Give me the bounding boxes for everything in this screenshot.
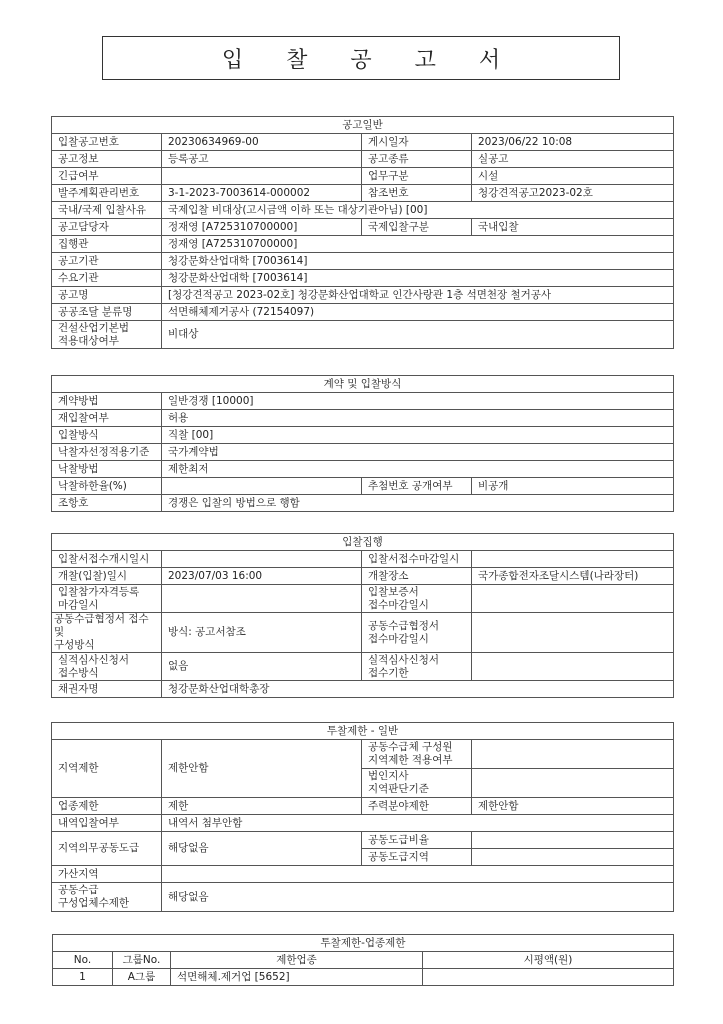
- regional-joint-value: 해당없음: [162, 832, 362, 866]
- joint-deadline-label: 공동수급협정서 접수마감일시: [362, 613, 472, 653]
- lower-limit-rate-label: 낙찰하한율(%): [52, 478, 162, 495]
- creditor-value: 청강문화산업대학총장: [162, 681, 674, 698]
- post-date-label: 게시일자: [362, 134, 472, 151]
- bid-way-value: 직찰 [00]: [162, 427, 674, 444]
- receipt-end-value: [472, 551, 674, 568]
- notice-name-value: [청강견적공고 2023-02호] 청강문화산업대학교 인간사랑관 1층 석면천장 철거공사: [162, 287, 674, 304]
- qualification-deadline-value: [162, 585, 362, 613]
- opening-date-label: 개찰(입찰)일시: [52, 568, 162, 585]
- industry-restriction-table: [52, 934, 674, 986]
- bid-number-label: 입찰공고번호: [52, 134, 162, 151]
- performance-deadline-label: 실적심사신청서 접수기한: [362, 653, 472, 681]
- member-limit-label: 공동수급 구성업체수제한: [52, 883, 162, 912]
- plan-number-value: 3-1-2023-7003614-000002: [162, 185, 362, 202]
- section-header: 입찰집행: [52, 534, 674, 551]
- business-type-label: 업무구분: [362, 168, 472, 185]
- contract-method-label: 계약방법: [52, 393, 162, 410]
- joint-area-label: 공동도급지역: [362, 849, 472, 866]
- regional-joint-label: 지역의무공동도급: [52, 832, 162, 866]
- main-field-label: 주력분야제한: [362, 798, 472, 815]
- receipt-start-value: [162, 551, 362, 568]
- agency-value: 청강문화산업대학 [7003614]: [162, 253, 674, 270]
- rebid-label: 재입찰여부: [52, 410, 162, 427]
- receipt-end-label: 입찰서접수마감일시: [362, 551, 472, 568]
- rebid-value: 허용: [162, 410, 674, 427]
- manager-label: 공고담당자: [52, 219, 162, 236]
- creditor-label: 채권자명: [52, 681, 162, 698]
- table-row: [53, 969, 674, 986]
- contract-method-value: 일반경쟁 [10000]: [162, 393, 674, 410]
- col-header-industry: 제한업종: [171, 952, 423, 969]
- guarantee-deadline-value: [472, 585, 674, 613]
- notice-info-value: 등록공고: [162, 151, 362, 168]
- award-criteria-value: 국가계약법: [162, 444, 674, 461]
- bid-reason-label: 국내/국제 입찰사유: [52, 202, 162, 219]
- performance-method-label: 실적심사신청서 접수방식: [52, 653, 162, 681]
- urgent-label: 긴급여부: [52, 168, 162, 185]
- section-header: 계약 및 입찰방식: [52, 376, 674, 393]
- joint-deadline-value: [472, 613, 674, 653]
- row-group: A그룹: [113, 969, 171, 986]
- executor-label: 집행관: [52, 236, 162, 253]
- construction-law-value: 비대상: [162, 321, 674, 349]
- additional-region-label: 가산지역: [52, 866, 162, 883]
- additional-region-value: [162, 866, 674, 883]
- section-header: 투찰제한-업종제한: [53, 935, 674, 952]
- branch-criteria-label: 법인지사 지역판단기준: [362, 769, 472, 798]
- opening-place-label: 개찰장소: [362, 568, 472, 585]
- notice-name-label: 공고명: [52, 287, 162, 304]
- notice-type-value: 실공고: [472, 151, 674, 168]
- lottery-disclosure-label: 추첨번호 공개여부: [362, 478, 472, 495]
- section-header: 투찰제한 - 일반: [52, 723, 674, 740]
- receipt-start-label: 입찰서접수개시일시: [52, 551, 162, 568]
- section-header: 공고일반: [52, 117, 674, 134]
- executor-value: 정재영 [A725310700000]: [162, 236, 674, 253]
- demand-agency-value: 청강문화산업대학 [7003614]: [162, 270, 674, 287]
- qualification-deadline-label: 입찰참가자격등록 마감일시: [52, 585, 162, 613]
- notice-general-table: [51, 116, 674, 349]
- bid-reason-value: 국제입찰 비대상(고시금액 이하 또는 대상기관아님) [00]: [162, 202, 674, 219]
- post-date-value: 2023/06/22 10:08: [472, 134, 674, 151]
- classification-value: 석면해체제거공사 (72154097): [162, 304, 674, 321]
- award-method-label: 낙찰방법: [52, 461, 162, 478]
- intl-bid-value: 국내입찰: [472, 219, 674, 236]
- intl-bid-label: 국제입찰구분: [362, 219, 472, 236]
- opening-date-value: 2023/07/03 16:00: [162, 568, 362, 585]
- agency-label: 공고기관: [52, 253, 162, 270]
- plan-number-label: 발주계획관리번호: [52, 185, 162, 202]
- joint-agreement-label: 공동수급협정서 접수 및 구성방식: [52, 613, 162, 653]
- manager-value: 정재영 [A725310700000]: [162, 219, 362, 236]
- reference-label: 참조번호: [362, 185, 472, 202]
- col-header-no: No.: [53, 952, 113, 969]
- bid-restriction-general-table: [51, 722, 674, 912]
- main-field-value: 제한안함: [472, 798, 674, 815]
- page-title: 입 찰 공 고 서: [102, 36, 620, 80]
- member-limit-value: 해당없음: [162, 883, 674, 912]
- col-header-amount: 시평액(원): [423, 952, 674, 969]
- notice-info-label: 공고정보: [52, 151, 162, 168]
- industry-limit-value: 제한: [162, 798, 362, 815]
- performance-deadline-value: [472, 653, 674, 681]
- lottery-disclosure-value: 비공개: [472, 478, 674, 495]
- joint-ratio-value: [472, 832, 674, 849]
- award-criteria-label: 낙찰자선정적용기준: [52, 444, 162, 461]
- row-industry: 석면해체.제거업 [5652]: [171, 969, 423, 986]
- opening-place-value: 국가종합전자조달시스템(나라장터): [472, 568, 674, 585]
- classification-label: 공공조달 분류명: [52, 304, 162, 321]
- clause-label: 조항호: [52, 495, 162, 512]
- reference-value: 청강견적공고2023-02호: [472, 185, 674, 202]
- performance-method-value: 없음: [162, 653, 362, 681]
- row-no: 1: [53, 969, 113, 986]
- urgent-value: [162, 168, 362, 185]
- lower-limit-rate-value: [162, 478, 362, 495]
- industry-limit-label: 업종제한: [52, 798, 162, 815]
- joint-region-value: [472, 740, 674, 769]
- detail-bid-label: 내역입찰여부: [52, 815, 162, 832]
- construction-law-label: 건설산업기본법 적용대상여부: [52, 321, 162, 349]
- branch-criteria-value: [472, 769, 674, 798]
- demand-agency-label: 수요기관: [52, 270, 162, 287]
- joint-area-value: [472, 849, 674, 866]
- contract-method-table: [51, 375, 674, 512]
- notice-type-label: 공고종류: [362, 151, 472, 168]
- region-limit-value: 제한안함: [162, 740, 362, 798]
- award-method-value: 제한최저: [162, 461, 674, 478]
- row-amount: [423, 969, 674, 986]
- joint-region-label: 공동수급체 구성원 지역제한 적용여부: [362, 740, 472, 769]
- joint-ratio-label: 공동도급비율: [362, 832, 472, 849]
- col-header-group: 그룹No.: [113, 952, 171, 969]
- bid-execution-table: [51, 533, 674, 698]
- bid-way-label: 입찰방식: [52, 427, 162, 444]
- joint-agreement-value: 방식: 공고서참조: [162, 613, 362, 653]
- detail-bid-value: 내역서 첨부안함: [162, 815, 674, 832]
- region-limit-label: 지역제한: [52, 740, 162, 798]
- bid-number-value: 20230634969-00: [162, 134, 362, 151]
- business-type-value: 시설: [472, 168, 674, 185]
- guarantee-deadline-label: 입찰보증서 접수마감일시: [362, 585, 472, 613]
- clause-value: 경쟁은 입찰의 방법으로 행함: [162, 495, 674, 512]
